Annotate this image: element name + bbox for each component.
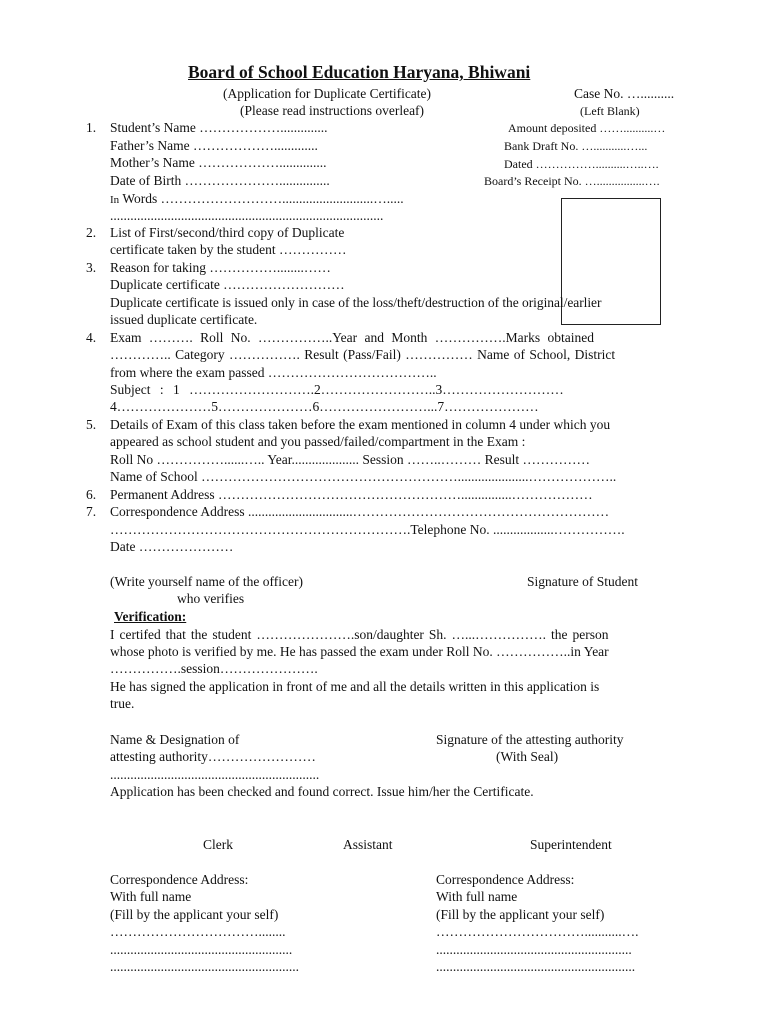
duplicate-copy-list-field[interactable]: certificate taken by the student …………… <box>110 242 347 257</box>
subtitle-application: (Application for Duplicate Certificate) <box>223 86 432 101</box>
right-address-heading: Correspondence Address: <box>436 872 575 887</box>
left-address-line1[interactable]: ……………………………........ <box>110 924 286 939</box>
item-number-6: 6. <box>86 487 97 502</box>
item-number-3: 3. <box>86 260 97 275</box>
words-prefix: In <box>110 194 120 206</box>
clerk-label: Clerk <box>203 837 233 852</box>
left-address-instruction: (Fill by the applicant your self) <box>110 907 279 922</box>
item-number-4: 4. <box>86 330 97 345</box>
assistant-label: Assistant <box>343 837 393 852</box>
previous-exam-label-cont: appeared as school student and you passed/failed/compartment in the Exam : <box>110 434 526 449</box>
page-title: Board of School Education Haryana, Bhiwani <box>188 62 531 82</box>
right-address-line1[interactable]: ……………………………...........…. <box>436 924 639 939</box>
superintendent-label: Superintendent <box>530 837 612 852</box>
verification-line2[interactable]: whose photo is verified by me. He has passed the exam under Roll No. ……………..in Year <box>110 644 609 659</box>
duplicate-copy-list-label: List of First/second/third copy of Duplicate <box>110 225 345 240</box>
previous-exam-details-field[interactable]: Roll No ……………......….. Year.................... Session ……..……… Result …………… <box>110 452 591 467</box>
date-of-birth-field[interactable]: Date of Birth …………………............... <box>110 173 330 188</box>
subjects-line1[interactable]: Subject : 1 ……………………….2……………………..3……………………… <box>110 382 564 397</box>
verification-line5: true. <box>110 696 135 711</box>
left-address-line3[interactable]: ........................................................ <box>110 959 299 974</box>
exam-details-line3[interactable]: from where the exam passed ……………………………….. <box>110 365 437 380</box>
reason-note: Duplicate certificate is issued only in case of the loss/theft/destruction of the original/earlier <box>110 295 602 310</box>
right-address-fullname: With full name <box>436 889 518 904</box>
subjects-line2[interactable]: 4…………………5…………………6……………………...7………………… <box>110 399 539 414</box>
item-number-1: 1. <box>86 120 97 135</box>
student-signature[interactable]: Signature of Student <box>527 574 638 589</box>
father-name-field[interactable]: Father’s Name ………………............. <box>110 138 318 153</box>
permanent-address-field[interactable]: Permanent Address ………………………………………………...............……………… <box>110 487 593 502</box>
case-number[interactable]: Case No. ….......... <box>574 86 675 101</box>
amount-deposited-field[interactable]: Amount deposited ……..........… <box>508 121 666 135</box>
previous-exam-label: Details of Exam of this class taken before the exam mentioned in column 4 under which you <box>110 417 611 432</box>
left-blank-note: (Left Blank) <box>580 104 640 118</box>
item-number-7: 7. <box>86 504 97 519</box>
subtitle-instructions: (Please read instructions overleaf) <box>240 103 425 118</box>
board-receipt-field[interactable]: Board’s Receipt No. …................…. <box>484 174 660 188</box>
verification-line3[interactable]: …………….session…………………. <box>110 661 318 676</box>
verification-line1[interactable]: I certifed that the student ………………….son/daughter Sh. …...……………. the person <box>110 627 609 642</box>
attesting-authority-field[interactable]: attesting authority…………………… <box>110 749 316 764</box>
reason-note-cont: issued duplicate certificate. <box>110 312 258 327</box>
exam-details-line1[interactable]: Exam ………. Roll No. ……………..Year and Month …………….Marks obtained <box>110 330 594 345</box>
right-address-line3[interactable]: ........................................................... <box>436 959 636 974</box>
student-name-field[interactable]: Student’s Name ……………….............. <box>110 120 328 135</box>
reason-field-cont[interactable]: Duplicate certificate ……………………… <box>110 277 345 292</box>
reason-field[interactable]: Reason for taking ……………........…… <box>110 260 331 275</box>
verification-line4: He has signed the application in front of me and all the details written in this application is <box>110 679 600 694</box>
officer-name-note-cont: who verifies <box>177 591 245 606</box>
left-address-heading: Correspondence Address: <box>110 872 249 887</box>
item-number-5: 5. <box>86 417 97 432</box>
dated-field[interactable]: Dated ……………..........…..…. <box>504 157 659 171</box>
bank-draft-field[interactable]: Bank Draft No. …...........…... <box>504 139 648 153</box>
correspondence-address-field[interactable]: Correspondence Address ...............................………………………………………………… <box>110 504 610 519</box>
dob-words-continuation[interactable]: ................................................................................. <box>110 208 384 223</box>
left-address-line2[interactable]: ...................................................... <box>110 942 293 957</box>
words-label: Words ………………………...........................…..... <box>122 191 404 206</box>
previous-school-name-field[interactable]: Name of School ………………………………………………….....................……………….. <box>110 469 617 484</box>
left-address-fullname: With full name <box>110 889 192 904</box>
right-address-line2[interactable]: .......................................................... <box>436 942 632 957</box>
item-number-2: 2. <box>86 225 97 240</box>
seal-note: (With Seal) <box>496 749 559 764</box>
checked-statement: Application has been checked and found correct. Issue him/her the Certificate. <box>110 784 534 799</box>
verification-heading: Verification: <box>114 609 187 624</box>
attesting-name-label: Name & Designation of <box>110 732 240 747</box>
attesting-signature-label[interactable]: Signature of the attesting authority <box>436 732 624 747</box>
officer-name-note: (Write yourself name of the officer) <box>110 574 303 589</box>
telephone-field[interactable]: ………………………………………………………….Telephone No. ..................……………. <box>110 522 625 537</box>
attesting-authority-field-cont[interactable]: .............................................................. <box>110 767 320 782</box>
right-address-instruction: (Fill by the applicant your self) <box>436 907 605 922</box>
exam-details-line2[interactable]: ………….. Category ……………. Result (Pass/Fail) …………… Name of School, District <box>110 347 616 362</box>
date-field[interactable]: Date ………………… <box>110 539 234 554</box>
mother-name-field[interactable]: Mother’s Name ……………….............. <box>110 155 327 170</box>
